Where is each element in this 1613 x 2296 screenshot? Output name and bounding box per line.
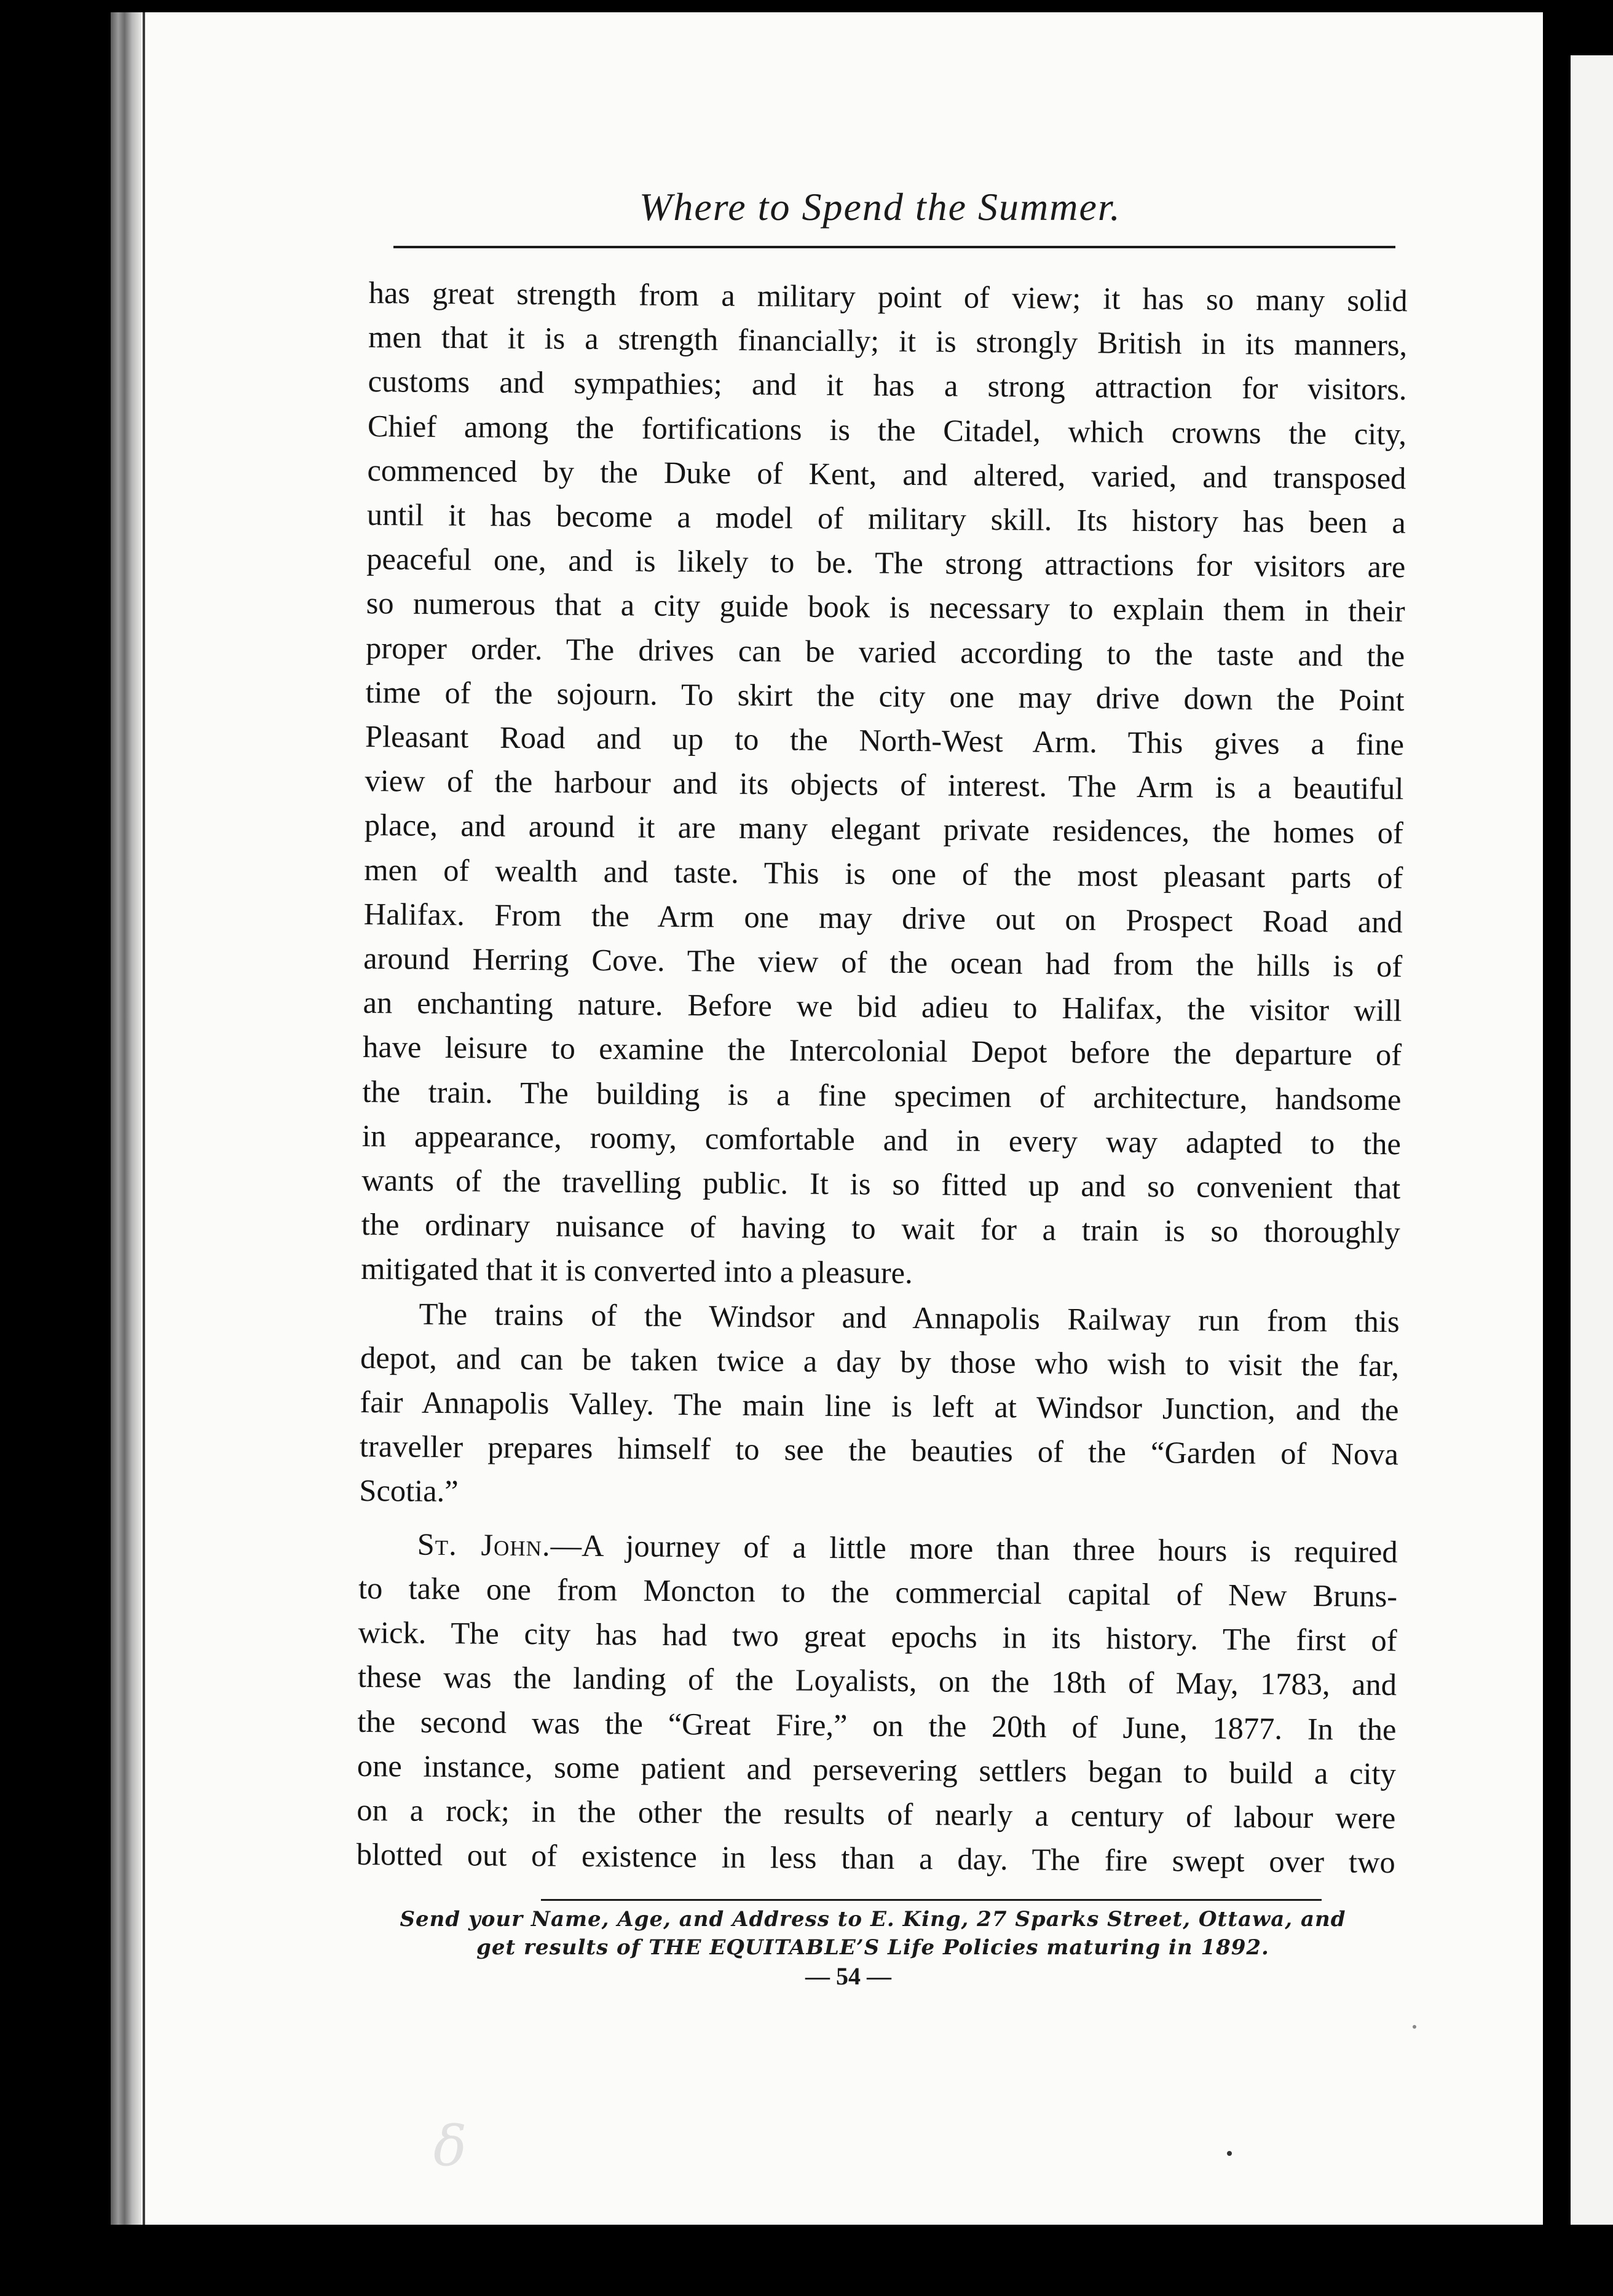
text-line [358, 1522, 1398, 1574]
text-line: place, and around it are many elegant private residences, the homes of [364, 808, 1404, 851]
text-line: an enchanting nature. Before we bid adieu to Halifax, the visitor will [363, 985, 1402, 1028]
text-line: to take one from Moncton to the commercial capital of New Bruns- [358, 1570, 1398, 1614]
text-line: one instance, some patient and persevering settlers began to build a city [357, 1748, 1397, 1791]
text-line: so numerous that a city guide book is necessary to explain them in their [366, 586, 1405, 629]
text-line: depot, and can be taken twice a day by those who wish to visit the far, [360, 1340, 1400, 1383]
text-line: around Herring Cove. The view of the ocean had from the hills is of [363, 941, 1403, 984]
footer-advertisement [357, 1905, 1389, 1962]
text-line: Chief among the fortifications is the Citadel, which crowns the city, [367, 408, 1407, 451]
binding-edge [111, 12, 141, 2225]
text-line: the train. The building is a fine specimen of architecture, handsome [362, 1074, 1402, 1117]
binding-line [143, 12, 145, 2225]
text-line: view of the harbour and its objects of interest. The Arm is a beautiful [365, 763, 1404, 806]
paragraph-windsor-annapolis [359, 1291, 1400, 1521]
advert-line-2: get results of THE EQUITABLE’S Life Policies maturing in 1892. [476, 1935, 1269, 1960]
text-line: men that it is a strength financially; it is strongly British in its manners, [368, 320, 1408, 363]
text-line: wick. The city has had two great epochs in its history. The first of [358, 1615, 1397, 1658]
text-line: men of wealth and taste. This is one of the most pleasant parts of [364, 852, 1403, 895]
advert-line-1: Send your Name, Age, and Address to E. King, 27 Sparks Street, Ottawa, and [400, 1907, 1346, 1932]
text-line: Halifax. From the Arm one may drive out on Prospect Road and [363, 896, 1403, 940]
text-line: on a rock; in the other the results of nearly a century of labour were [357, 1792, 1396, 1836]
running-head: Where to Spend the Summer. [639, 185, 1121, 229]
text-line: blotted out of existence in less than a day. The fire swept over two [356, 1837, 1395, 1880]
text-line: peaceful one, and is likely to be. The strong attractions for visitors are [366, 541, 1406, 584]
text-line: commenced by the Duke of Kent, and altered, varied, and transposed [367, 452, 1406, 496]
text-line: the ordinary nuisance of having to wait for a train is so thoroughly [361, 1207, 1400, 1250]
scan-speck [1413, 2025, 1416, 2029]
text-line-rest: —A journey of a little more than three hours is required [550, 1528, 1398, 1569]
text-line: has great strength from a military point of view; it has so many solid [368, 275, 1408, 318]
text-line: Pleasant Road and up to the North-West Arm. This gives a fine [365, 719, 1405, 762]
paragraph-halifax [361, 270, 1408, 1299]
text-line: The trains of the Windsor and Annapolis Railway run from this [419, 1296, 1400, 1339]
text-line: time of the sojourn. To skirt the city one may drive down the Point [365, 674, 1405, 718]
text-line: proper order. The drives can be varied according to the taste and the [365, 630, 1405, 673]
text-line: mitigated that it is converted into a pleasure. [361, 1251, 913, 1291]
text-line: in appearance, roomy, comfortable and in every way adapted to the [361, 1118, 1402, 1162]
header-rule [393, 246, 1395, 248]
text-line: until it has become a model of military skill. Its history has been a [366, 497, 1406, 540]
page-number: — 54 — [805, 1962, 891, 1990]
text-line: have leisure to examine the Intercolonial Depot before the departure of [362, 1029, 1402, 1072]
text-line: these was the landing of the Loyalists, on the 18th of May, 1783, and [357, 1659, 1397, 1702]
section-lead: St. John. [417, 1527, 551, 1563]
text-line: wants of the travelling public. It is so fitted up and so convenient that [361, 1163, 1401, 1206]
margin-mark: δ [433, 2114, 467, 2179]
footer-rule [541, 1899, 1322, 1901]
text-line: traveller prepares himself to see the beauties of the “Garden of Nova [359, 1429, 1399, 1472]
text-line: Scotia.” [359, 1473, 459, 1509]
text-line: the second was the “Great Fire,” on the 20th of June, 1877. In the [357, 1704, 1397, 1747]
paragraph-st-john [356, 1522, 1397, 1885]
scan-speck [1227, 2151, 1232, 2156]
body-text [356, 270, 1407, 1885]
next-page-edge [1571, 55, 1613, 2225]
text-line: customs and sympathies; and it has a strong attraction for visitors. [368, 364, 1407, 407]
text-line: fair Annapolis Valley. The main line is left at Windsor Junction, and the [360, 1385, 1399, 1428]
